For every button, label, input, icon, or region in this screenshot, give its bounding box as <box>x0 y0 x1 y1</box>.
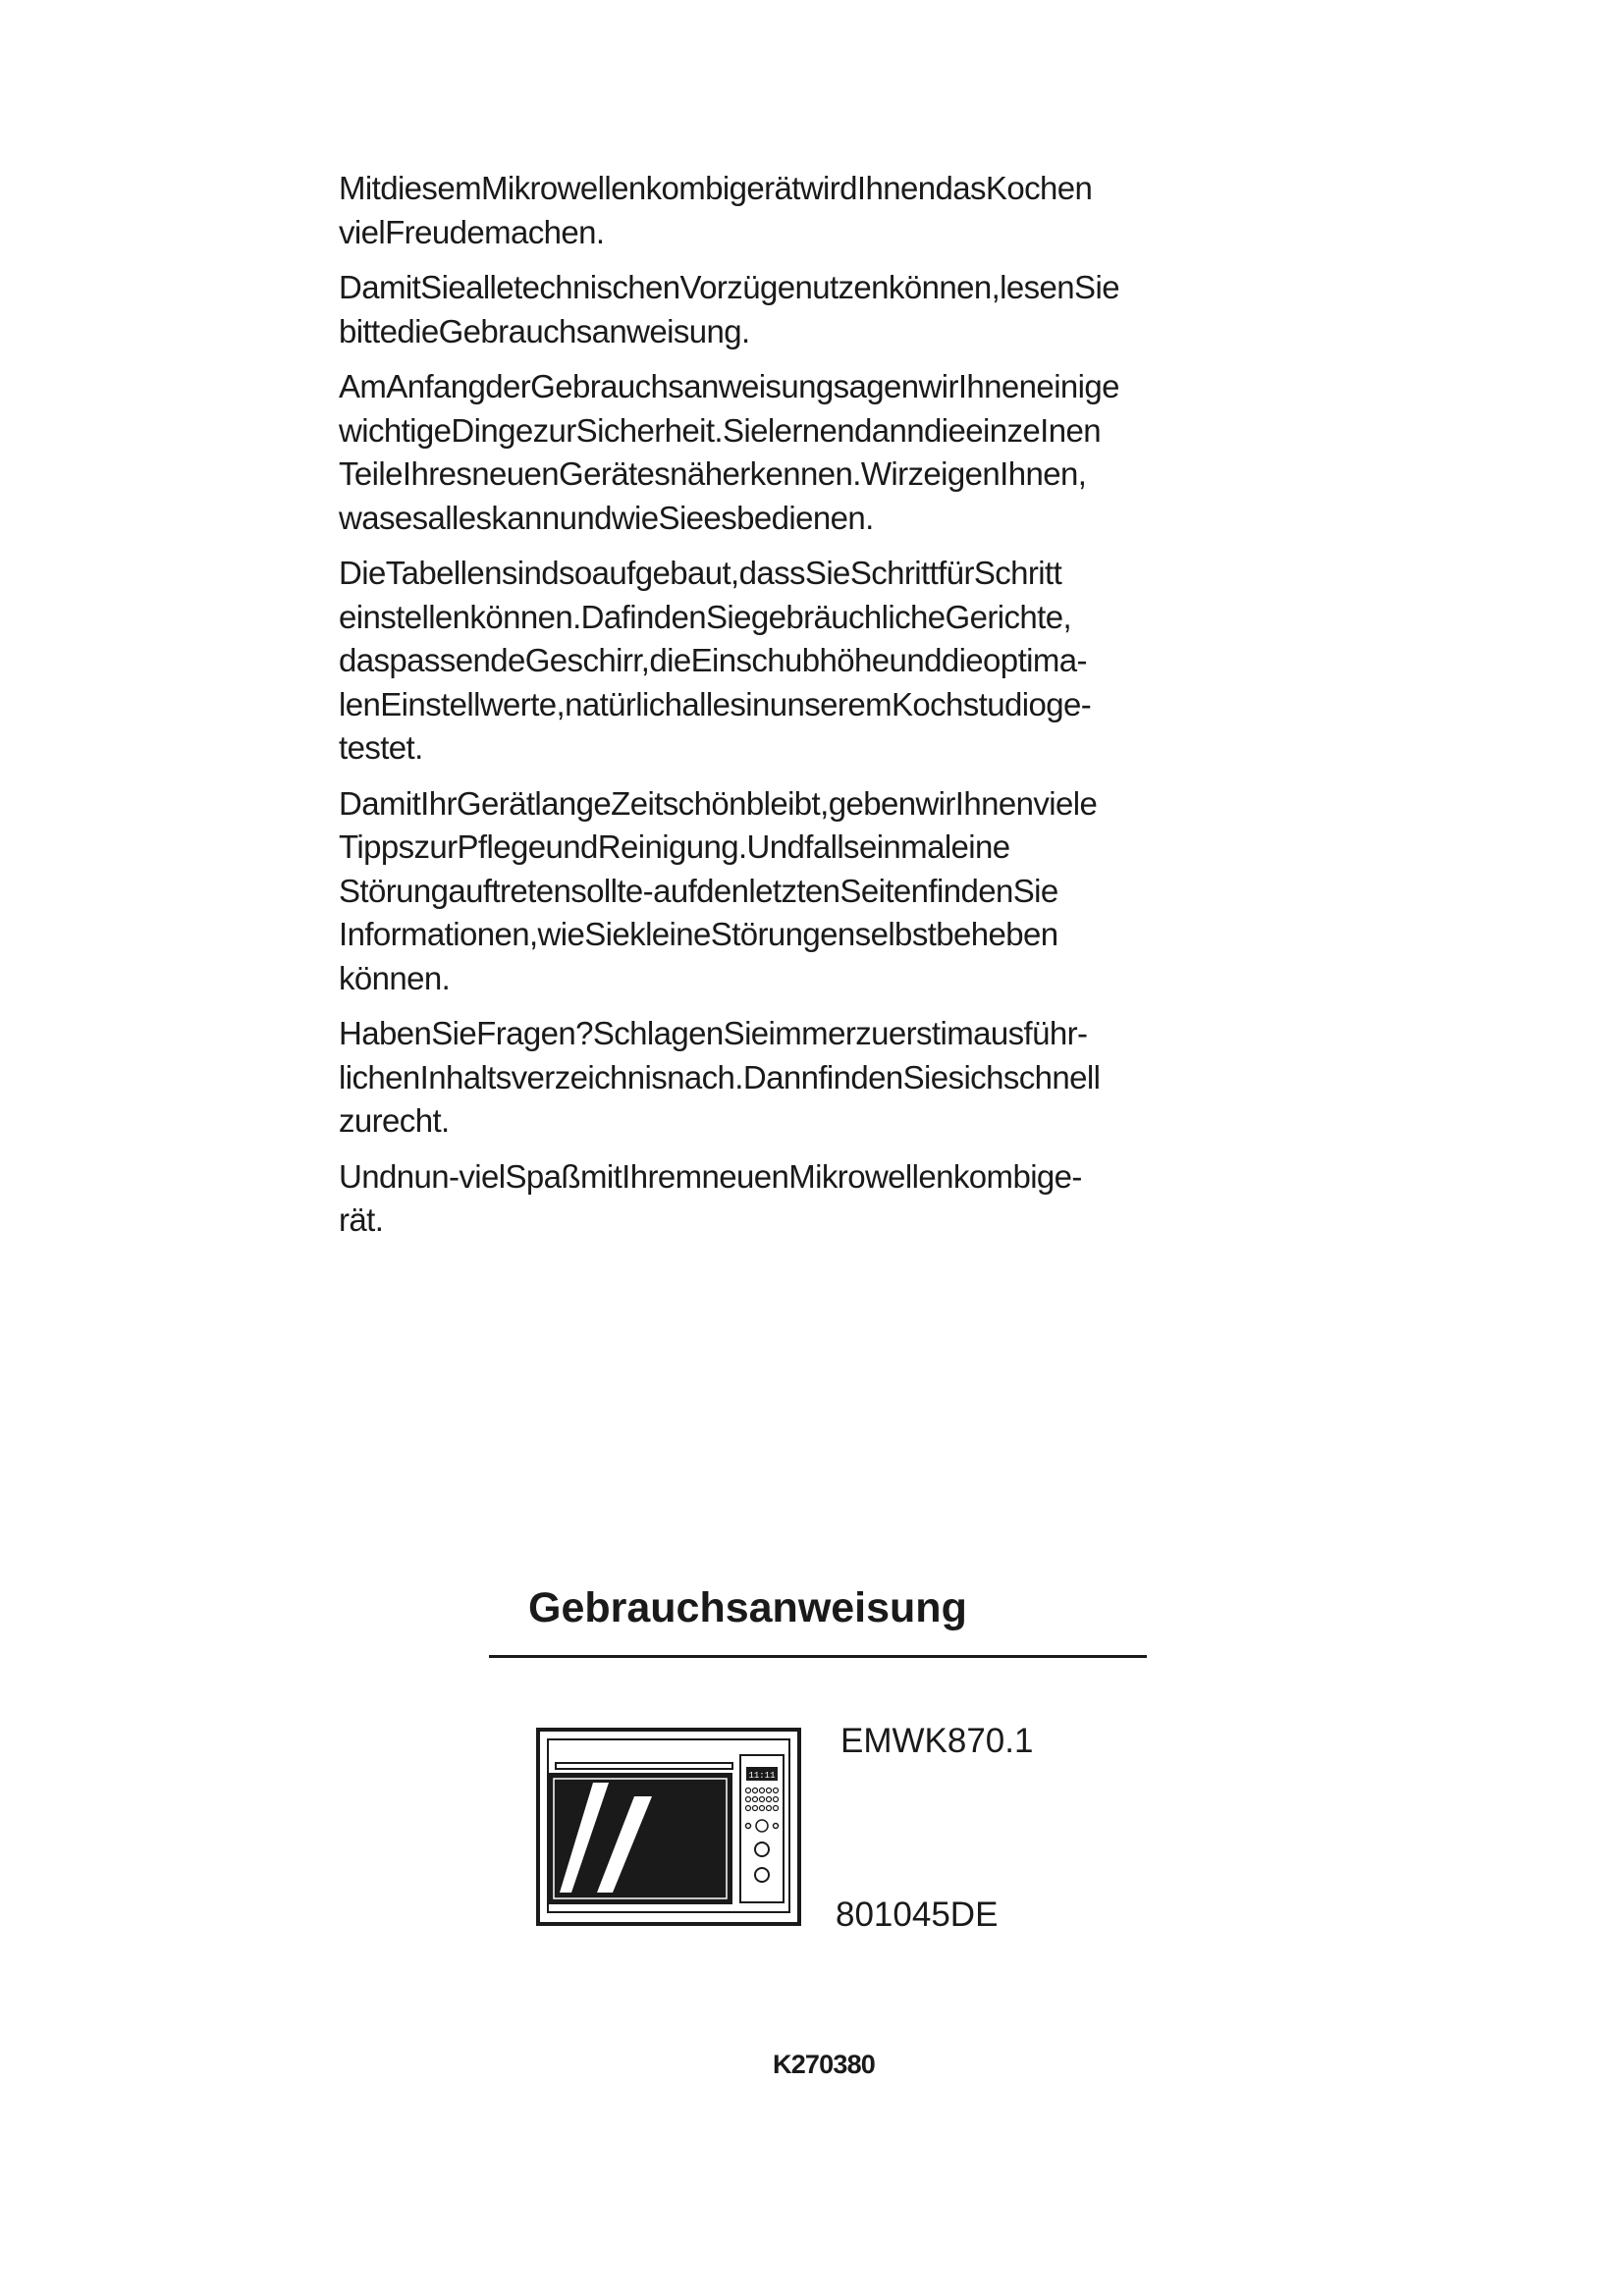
paragraph-6 <box>339 1012 1222 1144</box>
paragraph-6-line-2: lichenInhaltsverzeichnisnach.DannfindenSiesichschnell <box>339 1058 1101 1095</box>
paragraph-5-line-5: können. <box>339 959 451 996</box>
paragraph-5 <box>339 782 1222 1001</box>
paragraph-1-line-2: vielFreudemachen. <box>339 213 605 250</box>
paragraph-5-line-2: TippszurPflegeundReinigung.Undfallseinmaleine <box>339 828 1010 865</box>
paragraph-7 <box>339 1155 1222 1243</box>
title-underline <box>489 1655 1147 1658</box>
oven-icon <box>536 1728 801 1926</box>
paragraph-1-line-1: MitdiesemMikrowellenkombigerätwirdIhnendasKochen <box>339 170 1093 206</box>
paragraph-6-line-1: HabenSieFragen?SchlagenSieimmerzuerstimausführ- <box>339 1015 1088 1051</box>
paragraph-5-line-4: Informationen,wieSiekleineStörungenselbstbeheben <box>339 916 1058 952</box>
model-number: EMWK870.1 <box>840 1722 1034 1760</box>
part-number: 801045DE <box>836 1896 999 1934</box>
paragraph-5-line-1: DamitIhrGerätlangeZeitschönbleibt,gebenwirIhnenviele <box>339 784 1098 822</box>
paragraph-3-line-1: AmAnfangderGebrauchsanweisungsagenwirIhneneinige <box>339 368 1119 404</box>
paragraph-3-line-3: TeileIhresneuenGerätesnäherkennen.WirzeigenIhnen, <box>339 455 1087 492</box>
paragraph-2-line-1: DamitSiealletechnischenVorzügenutzenkönnen,lesenSie <box>339 269 1119 305</box>
paragraph-4-line-4: lenEinstellwerte,natürlichallesinunseremKochstudioge- <box>339 685 1092 722</box>
paragraph-7-line-1: Undnun-vielSpaßmitIhremneuenMikrowellenkombige- <box>339 1157 1082 1195</box>
oven-display: 11:11 <box>748 1771 776 1781</box>
paragraph-2-line-2: bittedieGebrauchsanweisung. <box>339 312 750 349</box>
paragraph-4-line-3: daspassendeGeschirr,dieEinschubhöheunddieoptima- <box>339 642 1087 678</box>
paragraph-6-line-3: zurecht. <box>339 1102 450 1139</box>
paragraph-4 <box>339 552 1222 771</box>
paragraph-3-line-2: wichtigeDingezurSicherheit.SielernendanndieeinzeInen <box>339 411 1101 449</box>
paragraph-2 <box>339 266 1222 353</box>
paragraph-5-line-3: Störungauftretensollte-aufdenletztenSeitenfindenSie <box>339 872 1058 909</box>
document-code: K270380 <box>773 2050 875 2079</box>
intro-text <box>339 167 1222 1255</box>
paragraph-3-line-4: wasesalleskannundwieSieesbedienen. <box>339 499 874 536</box>
paragraph-4-line-5: testet. <box>339 729 423 766</box>
paragraph-1 <box>339 167 1222 254</box>
paragraph-4-line-2: einstellenkönnen.DafindenSiegebräuchlicheGerichte, <box>339 598 1072 635</box>
paragraph-3 <box>339 365 1222 540</box>
paragraph-7-line-2: rät. <box>339 1201 384 1238</box>
title-block <box>489 1578 1147 1658</box>
paragraph-4-line-1: DieTabellensindsoaufgebaut,dassSieSchrittfürSchritt <box>339 555 1062 591</box>
document-title: Gebrauchsanweisung <box>528 1584 967 1631</box>
